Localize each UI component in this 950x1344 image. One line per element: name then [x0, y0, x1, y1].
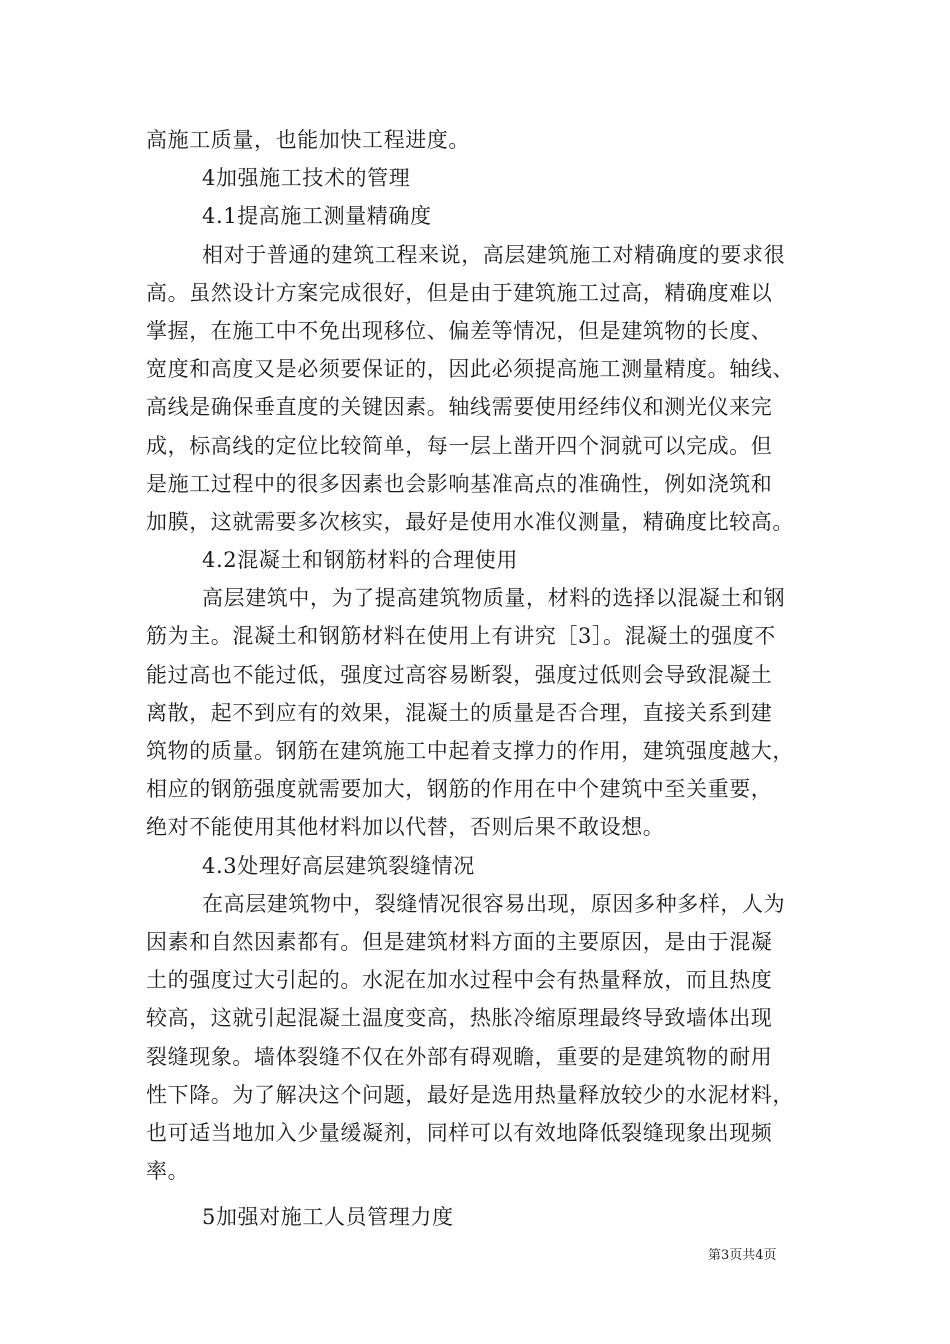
text-line: 土的强度过大引起的。水泥在加水过程中会有热量释放，而且热度	[146, 968, 773, 993]
text-line: 高层建筑中，为了提高建筑物质量，材料的选择以混凝土和钢	[202, 586, 786, 611]
text-line: 宽度和高度又是必须要保证的，因此必须提高施工测量精度。轴线、	[146, 357, 794, 382]
text-line: 因素和自然因素都有。但是建筑材料方面的主要原因，是由于混凝	[146, 929, 773, 954]
document-body	[146, 121, 816, 1236]
text-line: 率。	[146, 1159, 190, 1184]
text-line: 相应的钢筋强度就需要加大，钢筋的作用在中个建筑中至关重要，	[146, 777, 773, 802]
subsection-heading: 4.1提高施工测量精确度	[202, 204, 432, 229]
text-line: 是施工过程中的很多因素也会影响基准高点的准确性，例如浇筑和	[146, 471, 773, 496]
text-line: 绝对不能使用其他材料加以代替，否则后果不敢设想。	[146, 815, 665, 840]
text-line: 筋为主。混凝土和钢筋材料在使用上有讲究［3］。混凝土的强度不	[146, 624, 776, 649]
text-line: 在高层建筑物中，裂缝情况很容易出现，原因多种多样，人为	[202, 891, 786, 916]
text-line: 加膜，这就需要多次核实，最好是使用水准仪测量，精确度比较高。	[146, 509, 794, 534]
text-line: 成，标高线的定位比较简单，每一层上凿开四个洞就可以完成。但	[146, 433, 773, 458]
text-line: 裂缝现象。墙体裂缝不仅在外部有碍观瞻，重要的是建筑物的耐用	[146, 1044, 773, 1069]
text-line: 也可适当地加入少量缓凝剂，同样可以有效地降低裂缝现象出现频	[146, 1120, 773, 1145]
subsection-heading: 4.2混凝土和钢筋材料的合理使用	[202, 548, 518, 573]
section-heading: 4加强施工技术的管理	[202, 166, 411, 191]
text-line: 掌握，在施工中不免出现移位、偏差等情况，但是建筑物的长度、	[146, 318, 773, 343]
paragraph-gap	[146, 1190, 816, 1198]
text-line: 能过高也不能过低，强度过高容易断裂，强度过低则会导致混凝土	[146, 662, 773, 687]
subsection-heading: 4.3处理好高层建筑裂缝情况	[202, 853, 475, 878]
text-line: 离散，起不到应有的效果，混凝土的质量是否合理，直接关系到建	[146, 700, 773, 725]
text-line: 较高，这就引起混凝土温度变高，热胀冷缩原理最终导致墙体出现	[146, 1006, 773, 1031]
page-number: 第3页共4页	[708, 1248, 777, 1263]
text-line: 高。虽然设计方案完成很好，但是由于建筑施工过高，精确度难以	[146, 280, 773, 305]
text-line: 性下降。为了解决这个问题，最好是选用热量释放较少的水泥材料，	[146, 1082, 794, 1107]
text-line: 高线是确保垂直度的关键因素。轴线需要使用经纬仪和测光仪来完	[146, 395, 773, 420]
text-line: 筑物的质量。钢筋在建筑施工中起着支撑力的作用，建筑强度越大，	[146, 739, 794, 763]
text-line: 高施工质量，也能加快工程进度。	[146, 128, 470, 152]
text-line: 相对于普通的建筑工程来说，高层建筑施工对精确度的要求很	[202, 242, 786, 267]
section-heading: 5加强对施工人员管理力度	[202, 1205, 454, 1230]
